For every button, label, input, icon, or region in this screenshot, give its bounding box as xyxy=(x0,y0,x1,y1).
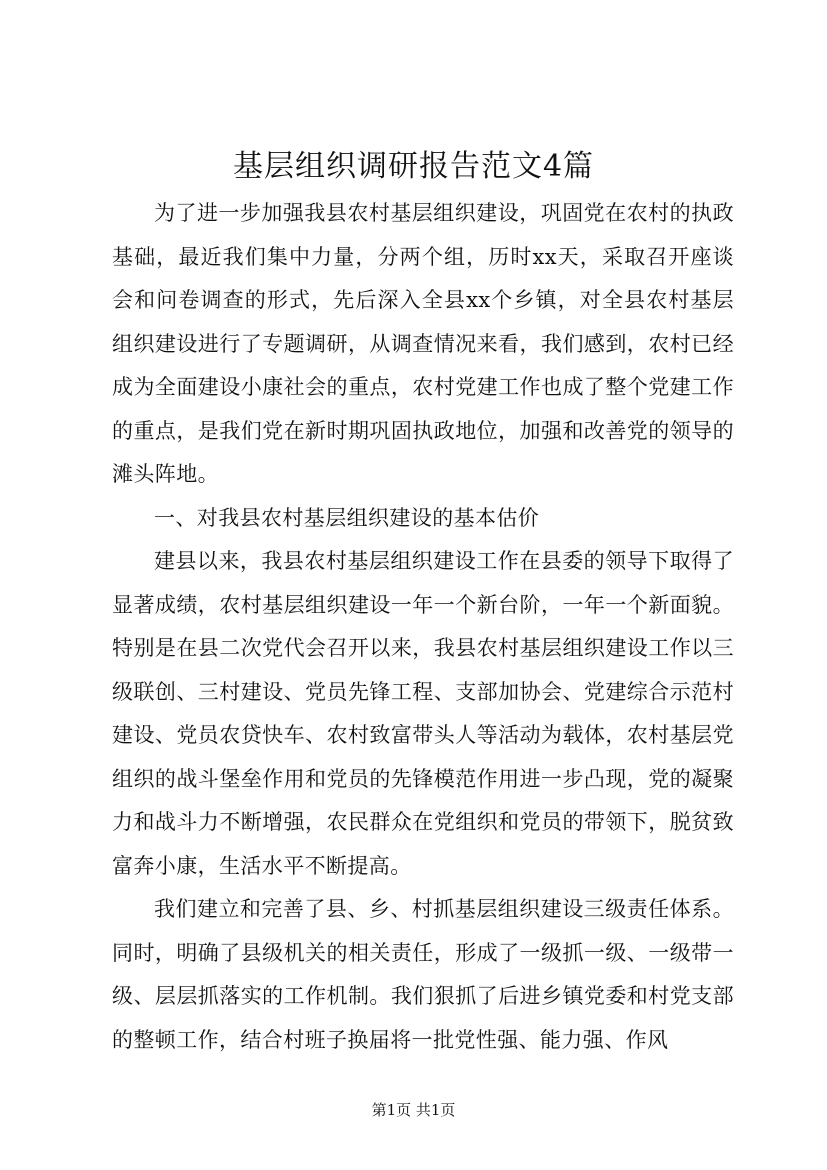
paragraph-responsibility: 我们建立和完善了县、乡、村抓基层组织建设三级责任体系。同时，明确了县级机关的相关责任，形成了一级抓一级、一级带一级、层层抓落实的工作机制。我们狠抓了后进乡镇党委和村党支部的整顿工作，结合村班子换届将一批党性强、能力强、作风 xyxy=(112,897,734,1052)
document-body xyxy=(112,192,734,1062)
section-heading: 一、对我县农村基层组织建设的基本估价 xyxy=(154,505,540,530)
paragraph-achievements: 建县以来，我县农村基层组织建设工作在县委的领导下取得了显著成绩，农村基层组织建设一年一个新台阶，一年一个新面貌。特别是在县二次党代会召开以来，我县农村基层组织建设工作以三级联创、三村建设、党员先锋工程、支部加协会、党建综合示范村建设、党员农贷快车、农村致富带头人等活动为载体，农村基层党组织的战斗堡垒作用和党员的先锋模范作用进一步凸现，党的凝聚力和战斗力不断增强，农民群众在党组织和党员的带领下，脱贫致富奔小康，生活水平不断提高。 xyxy=(112,549,734,878)
paragraph-intro: 为了进一步加强我县农村基层组织建设，巩固党在农村的执政基础，最近我们集中力量，分两个组，历时xx天，采取召开座谈会和问卷调查的形式，先后深入全县xx个乡镇，对全县农村基层组织建设进行了专题调研，从调查情况来看，我们感到，农村已经成为全面建设小康社会的重点，农村党建工作也成了整个党建工作的重点，是我们党在新时期巩固执政地位，加强和改善党的领导的滩头阵地。 xyxy=(112,201,734,486)
document-title: 基层组织调研报告范文4篇 xyxy=(232,149,595,184)
page-number: 第1页 共1页 xyxy=(371,1101,456,1119)
